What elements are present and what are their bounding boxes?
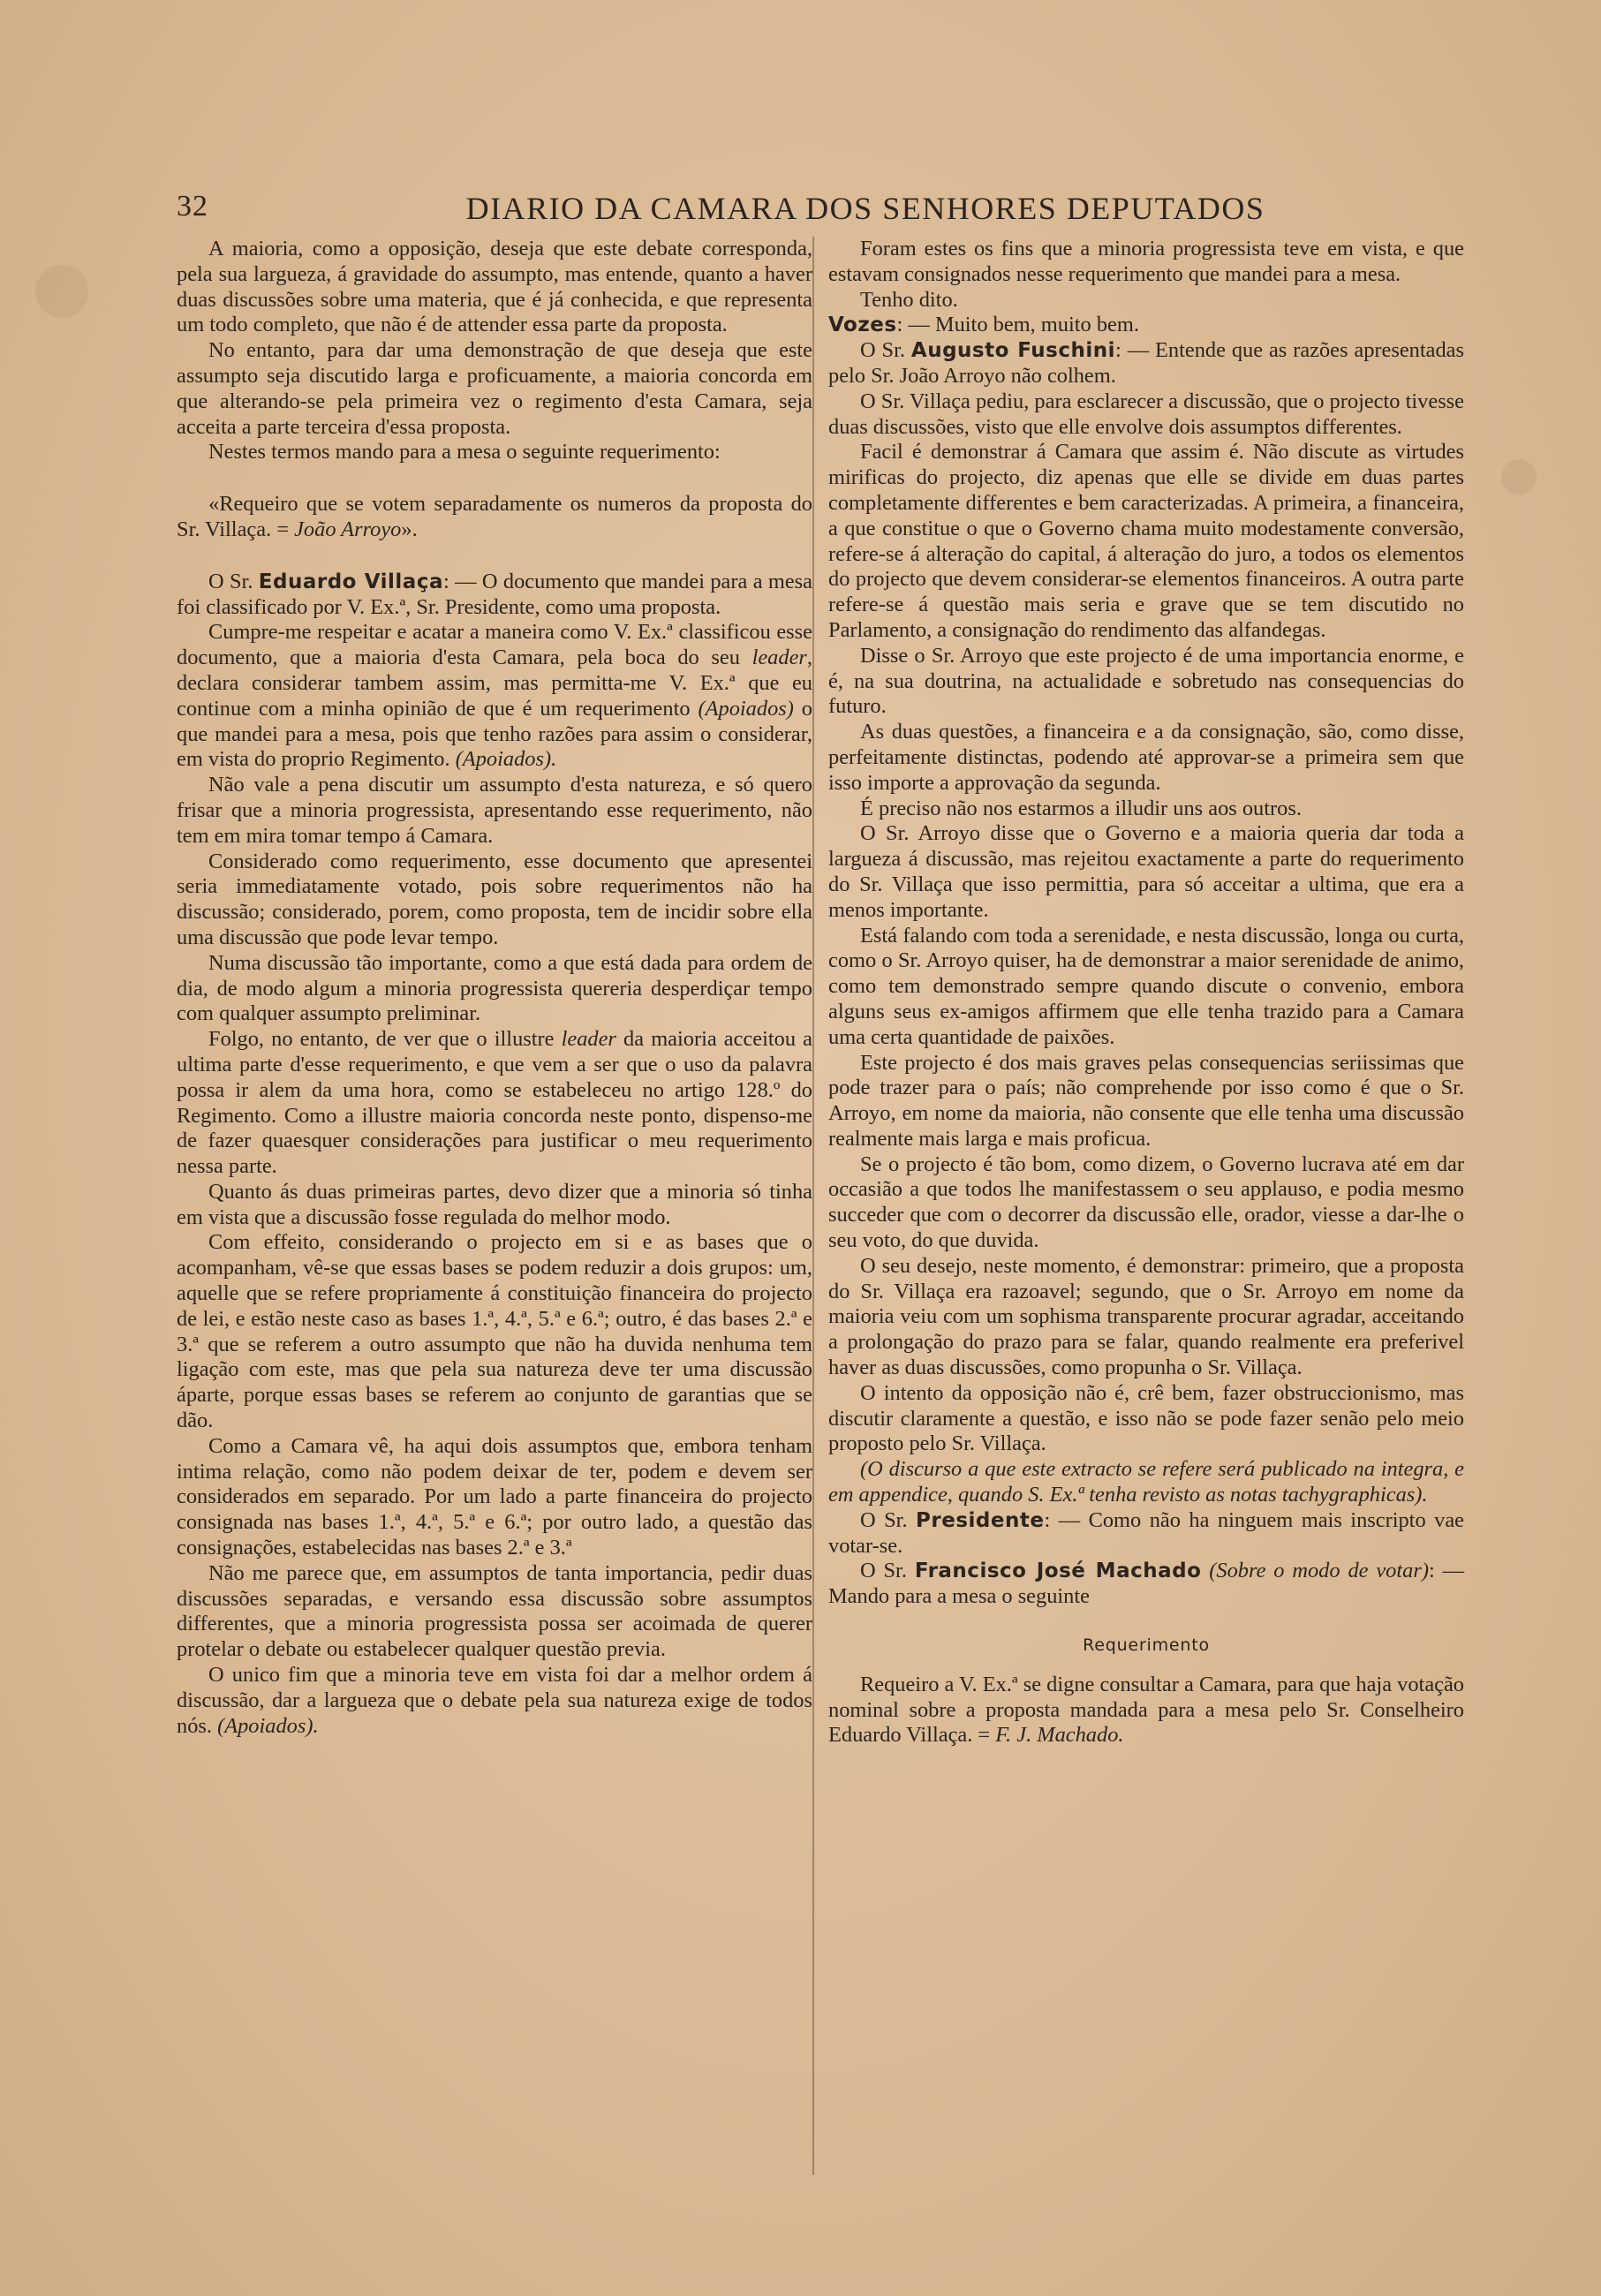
text-run: , declara considerar tambem assim, mas permitta-me V. Ex.ª que eu continue com a minha opinião de que é um requerimento bbox=[177, 646, 812, 721]
paragraph: Como a Camara vê, ha aqui dois assumptos que, embora tenham intima relação, como não podem deixar de ter, podem e devem ser considerados em separado. Por um lado a parte financeira do projecto consignada nas bases 1.ª, 4.ª, 5.ª e 6.ª; por outro lado, a questão das consignações, estabelecidas nas bases 2.ª e 3.ª bbox=[177, 1433, 812, 1560]
paragraph: Numa discussão tão importante, como a que está dada para ordem de dia, de modo algum a minoria progressista quereria desperdiçar tempo com qualquer assumpto preliminar. bbox=[177, 950, 812, 1026]
text-run: Folgo, no entanto, de ver que o illustre bbox=[208, 1027, 562, 1052]
page-number: 32 bbox=[177, 190, 208, 223]
request-signature: F. J. Machado. bbox=[995, 1723, 1124, 1748]
paragraph: O Sr. Villaça pediu, para esclarecer a discussão, que o projecto tivesse duas discussões, visto que elle envolve dois assumptos differentes. bbox=[828, 389, 1464, 439]
text-run: da maioria acceitou a ultima parte d'esse requerimento, e que vem a ser que o uso da palavra possa ir alem da uma hora, como se estabeleceu no artigo 128.º do Regimento. Como a illustre maioria concorda neste ponto, dispenso-me de fazer quaesquer considerações para justificar o meu requerimento nessa parte. bbox=[177, 1027, 812, 1179]
speech-prefix: O Sr. bbox=[860, 1507, 917, 1532]
paper-stain bbox=[35, 265, 88, 318]
paragraph: O Sr. Arroyo disse que o Governo e a maioria queria dar toda a largueza á discussão, mas rejeitou exactamente a parte do requerimento do Sr. Villaça que isso permittia, para só acceitar a ultima, que era a menos importante. bbox=[828, 821, 1464, 922]
speech-text: : — Muito bem, muito bem. bbox=[896, 313, 1139, 337]
column-divider bbox=[812, 237, 814, 2175]
paragraph: Foram estes os fins que a minoria progressista teve em vista, e que estavam consignados nesse requerimento que mandei para a mesa. bbox=[828, 237, 1464, 286]
speech-prefix: O Sr. bbox=[860, 1559, 915, 1583]
section-subheading: Requerimento bbox=[1083, 1635, 1210, 1656]
running-title: DIARIO DA CAMARA DOS SENHORES DEPUTADOS bbox=[465, 191, 1265, 226]
request-paragraph bbox=[828, 1673, 1464, 1748]
quoted-request bbox=[177, 492, 812, 543]
request-text: «Requeiro que se votem separadamente os numeros da proposta do Sr. Villaça. = bbox=[177, 492, 812, 541]
paragraph: É preciso não nos estarmos a illudir uns aos outros. bbox=[860, 796, 1302, 820]
request-close: ». bbox=[401, 517, 418, 541]
paragraph: O seu desejo, neste momento, é demonstrar: primeiro, que a proposta do Sr. Villaça era razoavel; segundo, que o Sr. Arroyo em nome da maioria veiu com um sophisma transparente procurar agradar, acceitando a prolongação do prazo para se falar, quando realmente era preferivel haver as duas discussões, como propunha o Sr. Villaça. bbox=[828, 1253, 1464, 1380]
speaker-name: Francisco José Machado bbox=[914, 1560, 1202, 1583]
italic-word: leader bbox=[751, 646, 807, 670]
paragraph bbox=[177, 1027, 812, 1180]
right-column bbox=[828, 237, 1464, 1748]
paragraph: Quanto ás duas primeiras partes, devo dizer que a minoria só tinha em vista que a discussão fosse regulada do melhor modo. bbox=[177, 1179, 812, 1229]
paragraph: Este projecto é dos mais graves pelas consequencias seriissimas que pode trazer para o país; não comprehende por isso como é que o Sr. Arroyo, em nome da maioria, não consente que elle tenha uma discussão realmente mais larga e mais proficua. bbox=[828, 1050, 1464, 1151]
paragraph bbox=[177, 1663, 812, 1739]
speech-paragraph bbox=[177, 570, 812, 621]
speech-paragraph bbox=[828, 313, 1464, 338]
paragraph: Considerado como requerimento, esse documento que apresentei seria immediatamente votado, pois sobre requerimentos não ha discussão; considerado, porem, como proposta, tem de incidir sobre ella uma discussão que pode levar tempo. bbox=[177, 849, 812, 949]
paragraph: O intento da opposição não é, crê bem, fazer obstruccionismo, mas discutir claramente a questão, e isso não se pode fazer senão pelo meio proposto pelo Sr. Villaça. bbox=[828, 1380, 1464, 1456]
speech-prefix: O Sr. bbox=[860, 338, 911, 363]
paragraph: Não me parece que, em assumptos de tanta importancia, pedir duas discussões separadas, e versando essa discussão sobre assumptos differentes, que a minoria progressista possa ser acoimada de querer protelar o debate ou estabelecer qualquer questão previa. bbox=[177, 1560, 812, 1662]
paragraph: Tenho dito. bbox=[860, 287, 958, 312]
speech-paragraph bbox=[828, 338, 1464, 389]
text-run: O unico fim que a minoria teve em vista foi dar a melhor ordem á discussão, dar a largueza que o debate pela sua natureza exige de todos nós. bbox=[177, 1663, 812, 1738]
paragraph bbox=[177, 620, 812, 773]
interjection: (Apoiados). bbox=[217, 1713, 319, 1738]
paragraph: Está falando com toda a serenidade, e nesta discussão, longa ou curta, como o Sr. Arroyo quiser, ha de demonstrar a maior serenidade de animo, como tem demonstrado sempre quando discute o convenio, embora alguns seus ex-amigos affirmem que elle tenha trazido para a Camara uma certa quantidade de paixões. bbox=[828, 923, 1464, 1049]
page-header bbox=[177, 190, 1484, 234]
paragraph: Disse o Sr. Arroyo que este projecto é de uma importancia enorme, e é, na sua doutrina, na actualidade e sobretudo nas consequencias do futuro. bbox=[828, 643, 1464, 719]
speech-paragraph bbox=[828, 1559, 1464, 1610]
interjection: (Apoiados) bbox=[698, 696, 794, 721]
paper-stain bbox=[1501, 459, 1537, 495]
speech-text: : — O documento que mandei para a mesa foi classificado por V. Ex.ª, Sr. Presidente, como uma proposta. bbox=[177, 569, 812, 619]
speech-note: (Sobre o modo de votar) bbox=[1209, 1559, 1429, 1583]
speech-text: : — Entende que as razões apresentadas pelo Sr. João Arroyo não colhem. bbox=[828, 338, 1464, 388]
speech-text: : — Mando para a mesa o seguinte bbox=[828, 1559, 1465, 1609]
italic-word: leader bbox=[561, 1027, 616, 1052]
left-column bbox=[177, 237, 812, 1739]
text-run: Cumpre-me respeitar e acatar a maneira como V. Ex.ª classificou esse documento, que a maioria d'esta Camara, pela boca do seu bbox=[177, 620, 812, 670]
editorial-note: (O discurso a que este extracto se refere será publicado na integra, e em appendice, quando S. Ex.ª tenha revisto as notas tachygraphicas). bbox=[828, 1457, 1464, 1507]
paragraph: Facil é demonstrar á Camara que assim é. Não discute as virtudes mirificas do projecto, diz apenas que elle se divide em duas partes completamente differentes e bem caracterizadas. A primeira, a financeira, a que constitue o que o Governo chama muito modestamente conversão, refere-se á alteração do capital, á alteração do juro, a todos os elementos do projecto que devem considerar-se elementos financeiros. A outra parte refere-se á questão mais seria e grave que se tem discutido no Parlamento, a consignação do rendimento das alfandegas. bbox=[828, 440, 1464, 642]
speaker-name: Eduardo Villaça bbox=[258, 570, 443, 593]
speaker-name: Vozes bbox=[828, 313, 897, 337]
paragraph: Com effeito, considerando o projecto em si e as bases que o acompanham, vê-se que essas bases se podem reduzir a dois grupos: um, aquelle que se refere propriamente á constituição financeira do projecto de lei, e estão neste caso as bases 1.ª, 4.ª, 5.ª e 6.ª; outro, é das bases 2.ª e 3.ª que se referem a outro assumpto que não ha duvida nenhuma tem ligação com este, mas que pela sua natureza deve ter uma discussão áparte, porque essas bases se referem ao conjunto de garantias que se dão. bbox=[177, 1230, 812, 1433]
speech-paragraph bbox=[828, 1508, 1464, 1560]
paragraph: No entanto, para dar uma demonstração de que deseja que este assumpto seja discutido larga e proficuamente, a maioria concorda em que alterando-se pela primeira vez o regimento d'esta Camara, seja acceita a parte terceira d'essa proposta. bbox=[177, 338, 812, 439]
interjection: (Apoiados). bbox=[455, 747, 557, 772]
speech-text: : — Como não ha ninguem mais inscripto vae votar-se. bbox=[828, 1507, 1464, 1558]
request-text: Requeiro a V. Ex.ª se digne consultar a Camara, para que haja votação nominal sobre a proposta mandada para a mesa pelo Sr. Conselheiro Eduardo Villaça. = bbox=[828, 1672, 1464, 1748]
paragraph: Nestes termos mando para a mesa o seguinte requerimento: bbox=[208, 440, 721, 464]
speaker-name: Augusto Fuschini bbox=[910, 339, 1115, 363]
speaker-name: Presidente bbox=[916, 1508, 1045, 1532]
paragraph: Se o projecto é tão bom, como dizem, o Governo lucrava até em dar occasião a que todos lhe manifestassem o seu applauso, e podia mesmo succeder que com o decorrer da discussão elle, orador, viesse a dar-lhe o seu voto, do que duvida. bbox=[828, 1152, 1464, 1253]
speech-prefix: O Sr. bbox=[208, 569, 259, 593]
text-run: o que mandei para a mesa, pois que tenho razões para assim o considerar, em vista do proprio Regimento. bbox=[177, 696, 812, 772]
paragraph: Não vale a pena discutir um assumpto d'esta natureza, e só quero frisar que a minoria progressista, apresentando esse requerimento, não tem em mira tomar tempo á Camara. bbox=[177, 773, 812, 848]
paragraph: A maioria, como a opposição, deseja que este debate corresponda, pela sua largueza, á gravidade do assumpto, mas entende, quanto a haver duas discussões sobre uma materia, que é já conhecida, e que representa um todo completo, que não é de attender essa parte da proposta. bbox=[177, 237, 812, 337]
paragraph: As duas questões, a financeira e a da consignação, são, como disse, perfeitamente distinctas, podendo até approvar-se a primeira sem que isso importe a approvação da segunda. bbox=[828, 720, 1464, 795]
request-signature: João Arroyo bbox=[294, 517, 402, 541]
